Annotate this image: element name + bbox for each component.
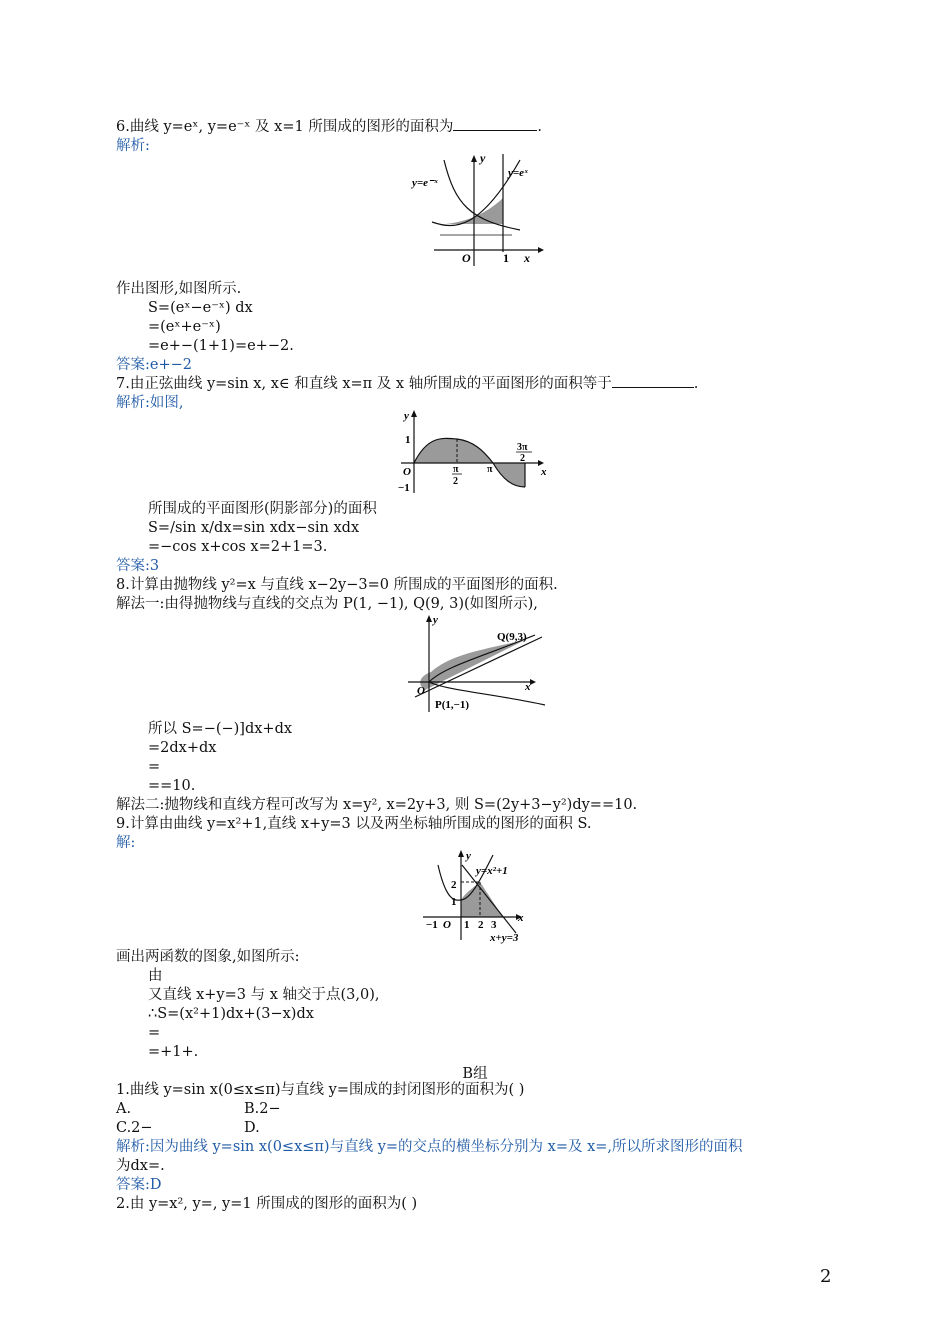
- q8-origin-label: O: [417, 685, 425, 697]
- q8-method1: 解法一:由得抛物线与直线的交点为 P(1, −1), Q(9, 3)(如图所示),: [116, 596, 538, 612]
- q9-x-label: x: [518, 912, 524, 924]
- b-q1-option-b: B.2−: [244, 1101, 281, 1117]
- q7-shaded-bottom: [493, 463, 525, 487]
- q8-line: [415, 637, 542, 697]
- q8-y-label: y: [433, 614, 438, 626]
- q6-jiexi: 解析:: [116, 138, 150, 154]
- q8-line4: ==10.: [148, 778, 196, 794]
- q9-jie: 解:: [116, 835, 136, 851]
- q7-figure: [398, 405, 553, 495]
- q9-tick-x-3: 3: [491, 919, 497, 931]
- q9-line1: 画出两函数的图象,如图所示:: [116, 949, 300, 965]
- q7-tick-3pi-half-num: 3π: [517, 442, 528, 453]
- q9-line4: ∴S=(x²+1)dx+(3−x)dx: [148, 1006, 314, 1022]
- q9-tick-x-1: 1: [464, 919, 470, 931]
- q9-line2: 由: [148, 968, 163, 984]
- q9-curve-label: y=x²+1: [476, 865, 508, 877]
- q8-line3: =: [148, 759, 161, 775]
- q7-line1: 所围成的平面图形(阴影部分)的面积: [148, 501, 377, 517]
- q7-tick-neg1: −1: [398, 482, 410, 494]
- q6-line4: =e+−(1+1)=e+−2.: [148, 338, 294, 354]
- b-q1-stem: 1.曲线 y=sin x(0≤x≤π)与直线 y=围成的封闭图形的面积为( ): [116, 1082, 525, 1098]
- q6-stem: 6.曲线 y=eˣ, y=e⁻ˣ 及 x=1 所围成的图形的面积为 .: [116, 119, 542, 135]
- q9-line6: =+1+.: [148, 1044, 199, 1060]
- q7-y-label: y: [404, 410, 409, 422]
- q7-answer: 答案:3: [116, 558, 160, 574]
- q8-point-q: Q(9,3): [497, 631, 527, 643]
- q7-x-label: x: [541, 466, 547, 478]
- q9-origin-label: O: [443, 919, 451, 931]
- q9-y-label: y: [466, 850, 471, 862]
- group-b-title: B组: [462, 1066, 488, 1082]
- q7-tick-pi: π: [487, 464, 493, 475]
- q7-line3: =−cos x+cos x=2+1=3.: [148, 539, 328, 555]
- q9-shaded-region: [461, 882, 503, 917]
- q9-stem: 9.计算由曲线 y=x²+1,直线 x+y=3 以及两坐标轴所围成的图形的面积 S.: [116, 816, 592, 832]
- b-q1-option-c: C.2−: [116, 1120, 153, 1136]
- q7-origin-label: O: [403, 466, 411, 478]
- q8-x-label: x: [525, 681, 531, 693]
- q6-line1: 作出图形,如图所示.: [116, 281, 242, 297]
- q8-line2: =2dx+dx: [148, 740, 217, 756]
- b-q1-answer: 答案:D: [116, 1177, 162, 1193]
- b-q1-option-d: D.: [244, 1120, 260, 1136]
- q8-figure: [405, 610, 555, 715]
- q6-line2: S=(eˣ−e⁻ˣ) dx: [148, 300, 253, 316]
- q6-y-label: y: [480, 151, 486, 165]
- q7-tick-pi-half-den: 2: [453, 476, 458, 487]
- q7-stem: 7.由正弦曲线 y=sin x, x∈ 和直线 x=π 及 x 轴所围成的平面图形的面积等于 .: [116, 376, 699, 392]
- q7-tick-pi-half-num: π: [453, 464, 459, 475]
- q7-line2: S=/sin x/dx=sin xdx−sin xdx: [148, 520, 360, 536]
- q6-label-right: y=eˣ: [508, 167, 528, 179]
- q8-line1: 所以 S=−(−)]dx+dx: [148, 721, 293, 737]
- b-q1-jiexi: 解析:因为曲线 y=sin x(0≤x≤π)与直线 y=的交点的横坐标分别为 x=及 x=,所以所求图形的面积: [116, 1139, 743, 1155]
- q7-tick-3pi-half-den: 2: [520, 453, 525, 464]
- q6-curve-exp: [432, 160, 520, 226]
- q9-figure: [418, 845, 538, 945]
- q9-line-label: x+y=3: [490, 932, 519, 944]
- q8-stem: 8.计算由抛物线 y²=x 与直线 x−2y−3=0 所围成的平面图形的面积.: [116, 577, 558, 593]
- q9-tick-y-1: 1: [451, 896, 457, 908]
- q9-tick-x-2: 2: [478, 919, 484, 931]
- q9-tick-x-neg1: −1: [426, 919, 438, 931]
- q8-parabola: [429, 635, 545, 705]
- page-number: 2: [820, 1266, 832, 1287]
- q6-origin-label: O: [462, 251, 471, 265]
- q9-line3: 又直线 x+y=3 与 x 轴交于点(3,0),: [148, 987, 380, 1003]
- q8-method2: 解法二:抛物线和直线方程可改写为 x=y², x=2y+3, 则 S=(2y+3−y²)dy==10.: [116, 797, 638, 813]
- q8-point-p: P(1,−1): [435, 699, 470, 711]
- q6-figure: [410, 150, 545, 268]
- q6-tick-1: 1: [503, 251, 509, 265]
- q6-answer: 答案:e+−2: [116, 357, 192, 373]
- q9-tick-y-2: 2: [451, 879, 457, 891]
- q9-line5: =: [148, 1025, 161, 1041]
- q7-tick-1: 1: [405, 434, 411, 446]
- b-q1-option-a: A.: [116, 1101, 132, 1117]
- q6-x-label: x: [524, 251, 530, 265]
- b-q1-jiexi-cont: 为dx=.: [116, 1158, 165, 1174]
- q6-label-left: y=e⁻ˣ: [412, 177, 438, 189]
- q7-jiexi: 解析:如图,: [116, 395, 184, 411]
- b-q2-stem: 2.由 y=x², y=, y=1 所围成的图形的面积为( ): [116, 1196, 418, 1212]
- q6-line3: =(eˣ+e⁻ˣ): [148, 319, 221, 335]
